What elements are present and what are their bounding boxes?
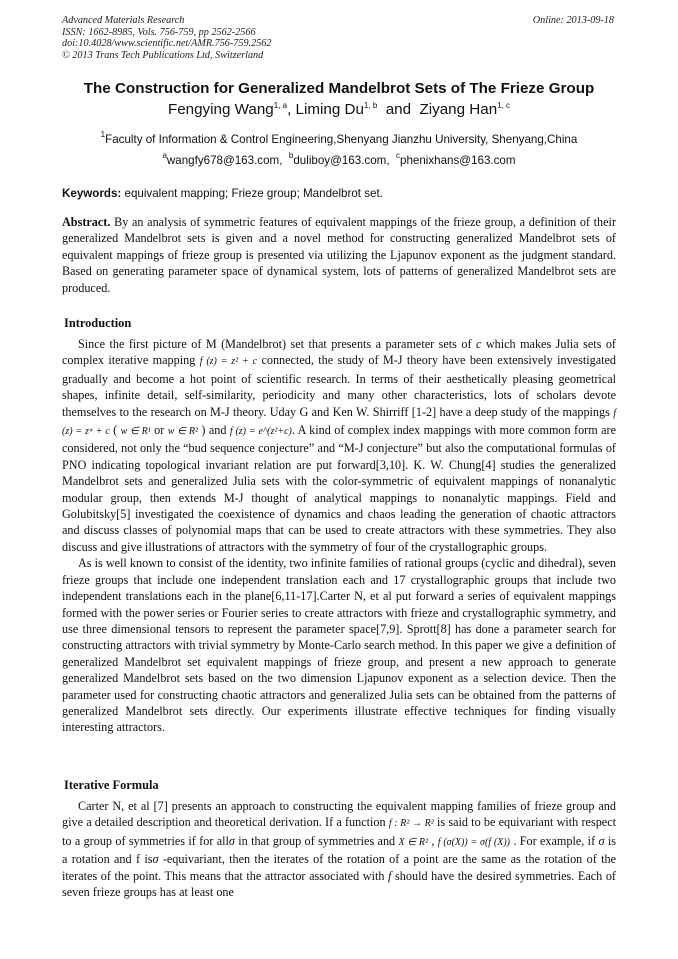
text-run: ( — [109, 423, 121, 438]
abstract-label: Abstract. — [62, 215, 111, 229]
math-var: σ — [228, 833, 235, 848]
math-formula: w ∈ R¹ — [120, 426, 151, 438]
abstract — [62, 214, 616, 296]
intro-paragraph-1 — [62, 336, 616, 555]
iter-paragraph-1 — [62, 798, 616, 900]
email-sup: c — [396, 151, 400, 160]
author-sup: 1, a — [273, 101, 288, 110]
introduction-body — [62, 336, 616, 736]
email-sup: b — [288, 151, 294, 160]
math-var: σ — [152, 852, 159, 867]
email-list — [0, 151, 678, 167]
math-formula: f (σ(X)) = σ(f (X)) — [437, 836, 510, 848]
math-var: σ — [598, 833, 605, 848]
text-run: . For example, if — [510, 833, 599, 848]
math-formula: f (z) = e^(z²+c) — [229, 426, 292, 438]
affiliation-text: Faculty of Information & Control Engineering,Shenyang Jianzhu University, Shenyang,China — [105, 133, 578, 146]
author-sup: 1, b — [363, 101, 378, 110]
issn-line: ISSN: 1662-8985, Vols. 756-759, pp 2562-2566 — [62, 26, 256, 38]
keywords-text: equivalent mapping; Frieze group; Mandelbrot set. — [121, 187, 383, 200]
affiliation-sup: 1 — [100, 130, 106, 139]
author-sup: 1, c — [497, 101, 511, 110]
iterative-formula-body — [62, 798, 616, 900]
math-formula: f : R² → R² — [388, 818, 434, 830]
email-sup: a — [162, 151, 167, 160]
text-run: in that group of symmetries and — [234, 833, 399, 848]
text-run: -equivariant, then the iterates of the rotation of a point are the same as the rotation of the iterates of the point. This means that the attractor associated with — [62, 852, 616, 883]
journal-header — [62, 15, 271, 61]
author-separator: , — [287, 101, 296, 118]
email-link[interactable]: duliboy@163.com, — [293, 154, 390, 167]
math-formula: w ∈ R² — [167, 426, 198, 438]
doi-line: doi:10.4028/www.scientific.net/AMR.756-759.2562 — [62, 38, 272, 49]
text-run: is said to be equivariant with respect to a group of symmetries if for all — [62, 815, 616, 848]
author-name: Liming Du — [295, 101, 364, 118]
email-link[interactable]: wangfy678@163.com, — [166, 154, 283, 167]
keywords — [62, 187, 618, 200]
iterative-formula-heading: Iterative Formula — [64, 778, 159, 792]
text-run: . A kind of complex index mappings with more common form are considered, not only the “bud sequence conjecture” and “M-J conjecture” but also the computational formulas of PNO indicating topological invariant relation are put forward[3,10]. K. W. Chung[4] studies the generalized Mandelbrot sets and generalized Julia sets with the color-symmetric of equivalent mappings of nonanalytic modular group, then extends M-J thought of analytical mappings to nonanalytic mappings. Field and Golubitsky[5] investigated the coexistence of dynamics and chaos leading the generation of chaotic attractors and discuss classes of polynomial maps that can be used to create attractors with these symmetries. They also discuss and give illustrations of attractors with the symmetry of four of the crystallographic groups. — [62, 423, 616, 554]
text-run: Carter N, et al [7] presents an approach to constructing the equivalent mapping families of frieze group and give a detailed description and theoretical derivation. If a function — [62, 799, 616, 830]
text-run: which makes Julia sets of complex iterative mapping — [62, 337, 616, 368]
copyright-line: © 2013 Trans Tech Publications Ltd, Switzerland — [62, 49, 264, 61]
author-list — [0, 101, 678, 118]
journal-name: Advanced Materials Research — [62, 15, 185, 26]
affiliation — [0, 130, 678, 146]
intro-paragraph-2: As is well known to consist of the identity, two infinite families of rational groups (cyclic and dihedral), seven frieze groups that include one independent translation each and 17 crystallographic groups that include two independent translations each in the plane[6,11-17].Carter N, et al put forward a series of equivalent mappings formed with the power series or Fourier series to create attractors with frieze and crystallographic symmetry, and use three dimensional tensors to represent the parameter space[7,9]. Sprott[8] has done a parameter search for constructing attractors with trivial symmetry by Monte-Carlo search method. In this paper we give a definition of generalized Mandelbrot set equivalent mappings of frieze group, and present a new approach to generate generalized Mandelbrot sets based on the two dimension Ljapunov exponent as a selection device. Then the parameter used for constructing chaotic attractors and generalized Julia sets can be obtained from the patterns of generalized Mandelbrot sets directly. Our experiments illustrate effective techniques for finding visually interesting attractors. — [62, 556, 616, 735]
math-formula: X ∈ R² — [398, 836, 429, 848]
email-link[interactable]: phenixhans@163.com — [400, 154, 516, 167]
author-name: Ziyang Han — [419, 101, 498, 118]
abstract-text: By an analysis of symmetric features of equivalent mappings of the frieze group, a definition of their generalized Mandelbrot sets is given and a novel method for constructing generalized Mandelbrot sets of equivalent mappings of frieze group is presented via utilizing the Ljapunov exponent as the judgment standard. Based on generating parameter space of dynamical system, lots of patterns of generalized Mandelbrot sets are produced. — [62, 215, 616, 295]
text-run: ) and — [197, 423, 230, 438]
author-name: Fengying Wang — [167, 101, 274, 118]
paper-title: The Construction for Generalized Mandelbrot Sets of The Frieze Group — [83, 80, 595, 97]
text-run: or — [150, 423, 168, 438]
author-separator: and — [377, 101, 420, 118]
math-var: f — [388, 868, 392, 883]
text-run: should have the desired symmetries. Each of seven frieze groups has at least one — [62, 868, 616, 900]
text-run: connected, the study of M-J theory have been extensively investigated gradually and become a hot point of scientific research. In terms of their aesthetically pleasing geometrical shapes, infinite detail, self-similarity, periodicity and many other characteristics, lots of scholars devote themselves to the research on M-J theory. Uday G and Ken W. Shirriff [1-2] have a deep study of the mappings — [62, 353, 617, 419]
math-formula: f (z) = z² + c — [199, 356, 258, 368]
math-var: c — [475, 337, 482, 351]
math-formula: f (z) = zʷ + c — [62, 407, 616, 438]
keywords-label: Keywords: — [62, 187, 122, 200]
introduction-heading: Introduction — [64, 316, 132, 330]
text-run: , — [428, 833, 438, 848]
text-run: is a rotation and f is — [62, 833, 616, 867]
text-run: Since the first picture of M (Mandelbrot) set that presents a parameter sets of — [78, 337, 476, 351]
online-date: Online: 2013-09-18 — [532, 15, 614, 26]
